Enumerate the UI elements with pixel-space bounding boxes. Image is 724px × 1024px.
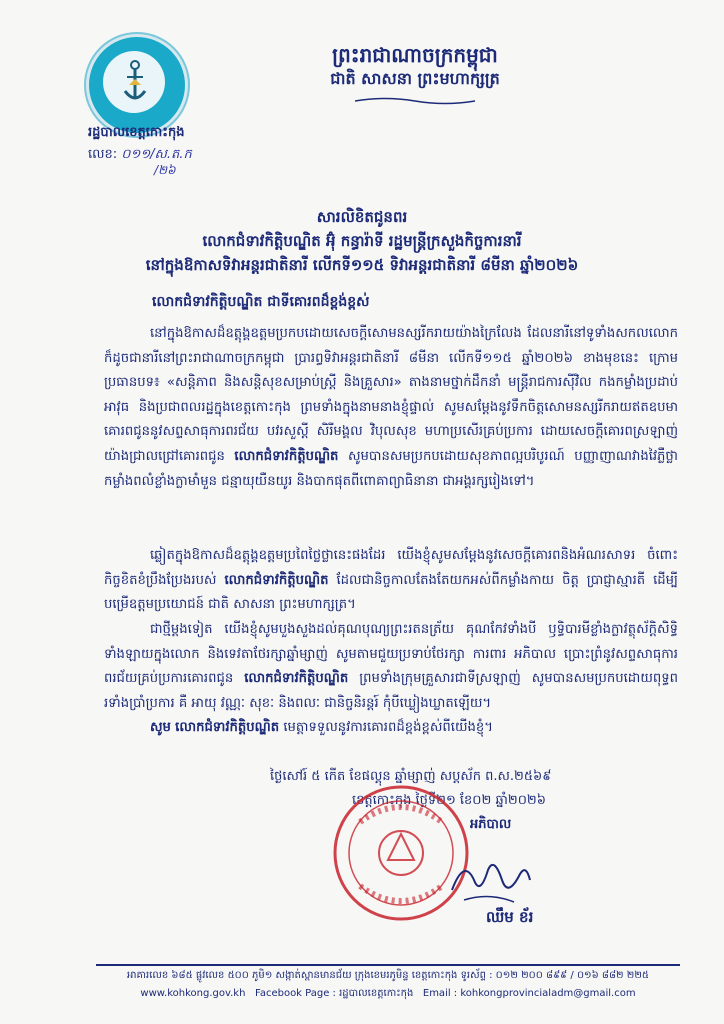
reference-number — [88, 146, 192, 165]
body-paragraph-2 — [104, 544, 678, 618]
handwritten-signature — [444, 850, 534, 910]
anchor-emblem-icon — [123, 59, 147, 107]
national-motto: ជាតិ សាសនា ព្រះមហាក្សត្រ — [330, 69, 500, 88]
footer-website: www.kohkong.gov.kh — [140, 988, 246, 999]
reference-suffix: /២៦ — [154, 163, 176, 177]
footer-email-label: Email : — [422, 988, 458, 999]
closing-lead: សូម — [150, 720, 171, 735]
footer-email: kohkongprovincialadm@gmail.com — [460, 988, 636, 999]
paragraph-1-tail: សូមបានសមប្រកបដោយសុខភាពល្អបរិបូរណ៍ បញ្ញាញាណវាងវៃភ្លឺថ្លា កម្លាំងពលំខ្លាំងក្លាមាំមួន ជន្មាយុយឺនយូរ និងបាកផុតពីពោគាព្យាធិនានា ជាអង្គរក្សរៀងទៅ។ — [104, 448, 678, 489]
reference-label: លេខ: — [88, 147, 118, 162]
paragraph-3-honorific: លោកជំទាវកិត្តិបណ្ឌិត — [244, 671, 349, 687]
footer-facebook: រដ្ឋបាលខេត្តកោះកុង — [339, 988, 414, 999]
paragraph-2-tail: ដែលជានិច្ចកាលតែងតែយកអស់ពីកម្លាំងកាយ ចិត្ត ប្រាជ្ញាស្មារតី ដើម្បីបម្រើឧត្តមប្រយោជន៍ ជាតិ សាសនា ព្រះមហាក្សត្រ។ — [104, 572, 678, 613]
footer-facebook-label: Facebook Page : — [254, 988, 336, 999]
reference-value: ០១១/ស.ត.ក — [121, 147, 192, 162]
salutation: លោកជំទាវកិត្តិបណ្ឌិត ជាទីគោរពដ៏ខ្ពង់ខ្ពស់ — [152, 294, 370, 310]
paragraph-3-tail: ព្រមទាំងក្រុមគ្រួសារជាទីស្រឡាញ់ សូមបានសមប្រកបដោយពុទ្ធពរទាំងប្រាំប្រការ គឺ អាយុ វណ្ណៈ សុខៈ និងពលៈ ជានិច្ចនិរន្តរ៍ កុំបីឃ្លៀងឃ្លាតឡើយ។ — [104, 671, 678, 711]
signatory-name: ឈឹម ខ័រ — [486, 908, 534, 926]
footer-divider — [96, 964, 680, 966]
footer-contacts — [96, 986, 680, 1001]
footer-address: អាគារលេខ ៦៨៥ ផ្លូវលេខ ៥០០ ភូមិ១ សង្កាត់ស្ពានមានជ័យ ក្រុងខេមរភូមិន្ទ ខេត្តកោះកុង ទូរស័ព្ទ : ០១២ ២០០ ៨៩៩ / ០១៦ ៨៨២ ២២៥ — [126, 970, 649, 981]
solar-date: ខេត្តកោះកុង ថ្ងៃទី២១ ខែ០២ ឆ្នាំ២០២៦ — [352, 793, 546, 808]
org-name: រដ្ឋបាលខេត្តកោះកុង — [88, 125, 185, 140]
letter-title: សារលិខិតជូនពរ — [316, 208, 408, 226]
body-paragraph-3 — [104, 618, 678, 716]
letter-recipient: លោកជំទាវកិត្តិបណ្ឌិត អ៊ុំ កន្ធារ៉ាទី រដ្ឋមន្ត្រីក្រសួងកិច្ចការនារី — [202, 232, 522, 250]
closing-honorific: លោកជំទាវកិត្តិបណ្ឌិត — [175, 720, 280, 735]
body-paragraph-1 — [104, 322, 678, 494]
paragraph-1-text: នៅក្នុងឱកាសដ៏ឧត្តុង្គឧត្តមប្រកបដោយសេចក្តីសោមនស្សរីករាយយ៉ាងក្រៃលែង ដែលនារីនៅទូទាំងសកលលោក ក៏ដូចជានារីនៅព្រះរាជាណាចក្រកម្ពុជា ប្រារព្ធទិវាអន្តរជាតិនារី ៨មីនា លើកទី១១៥ ឆ្នាំ២០២៦ ខាងមុខនេះ ក្រោមប្រធានបទ៖ «សន្តិភាព និងសន្តិសុខសម្រាប់ស្ត្រី និងគ្រួសារ» តាងនាមថ្នាក់ដឹកនាំ មន្ត្រីរាជការស៊ីវិល កងកម្លាំងប្រដាប់អាវុធ និងប្រជាពលរដ្ឋក្នុងខេត្តកោះកុង ព្រមទាំងក្នុងនាមនាងខ្ញុំផ្ទាល់ សូមសម្តែងនូវទឹកចិត្តសោមនស្សរីករាយឥតឧបមា គោរពជូននូវសព្ទសាធុការពរជ័យ បវរសួស្តី សិរីមង្គល វិបុលសុខ មហាប្រសើរគ្រប់ប្រការ ដោយសេចក្តីគោរពស្រឡាញ់យ៉ាងជ្រាលជ្រៅគោរពជូន — [104, 326, 678, 464]
paragraph-3-text: ជាថ្មីម្តងទៀត យើងខ្ញុំសូមបួងសួងដល់គុណបុណ្យព្រះរតនត្រ័យ គុណកែវទាំងបី ឫទ្ធិបារមីខ្លាំងក្លាវត្ថុស័ក្តិសិទ្ធិទាំងឡាយក្នុងលោក និងទេវតាថែរក្សាឆ្នាំម្សាញ់ សូមតាមជួយប្រទាប់ថែរក្សា ការពារ អភិបាល ប្រោះព្រំនូវសព្ទសាធុការពរជ័យគ្រប់ប្រការគោរពជូន — [104, 622, 678, 687]
letter-occasion: នៅក្នុងឱកាសទិវាអន្តរជាតិនារី លើកទី១១៥ ទិវាអន្តរជាតិនារី ៨មីនា ឆ្នាំ២០២៦ — [145, 256, 579, 274]
ornament-divider-icon — [355, 96, 475, 106]
kingdom-heading: ព្រះរាជាណាចក្រកម្ពុជា — [332, 43, 498, 67]
provincial-logo — [86, 34, 188, 136]
paragraph-2-text: ឆ្លៀតក្នុងឱកាសដ៏ឧត្តុង្គឧត្តមប្រពៃថ្លៃថ្លានេះផងដែរ យើងខ្ញុំសូមសម្តែងនូវសេចក្តីគោរពនិងអំណរសាទរ ចំពោះកិច្ចខិតខំប្រឹងប្រែងរបស់ — [104, 548, 678, 588]
paragraph-1-honorific: លោកជំទាវកិត្តិបណ្ឌិត — [234, 448, 339, 464]
signatory-role: អភិបាល — [470, 817, 512, 832]
paragraph-2-honorific: លោកជំទាវកិត្តិបណ្ឌិត — [224, 572, 329, 588]
closing-paragraph — [104, 716, 678, 741]
closing-tail: មេត្តាទទួលនូវការគោរពដ៏ខ្ពង់ខ្ពស់ពីយើងខ្ញុំ។ — [283, 720, 493, 735]
lunar-date: ថ្ងៃសៅរ៍ ៥ កើត ខែផល្គុន ឆ្នាំម្សាញ់ សប្តស័ក ព.ស.២៥៦៩ — [270, 769, 552, 784]
